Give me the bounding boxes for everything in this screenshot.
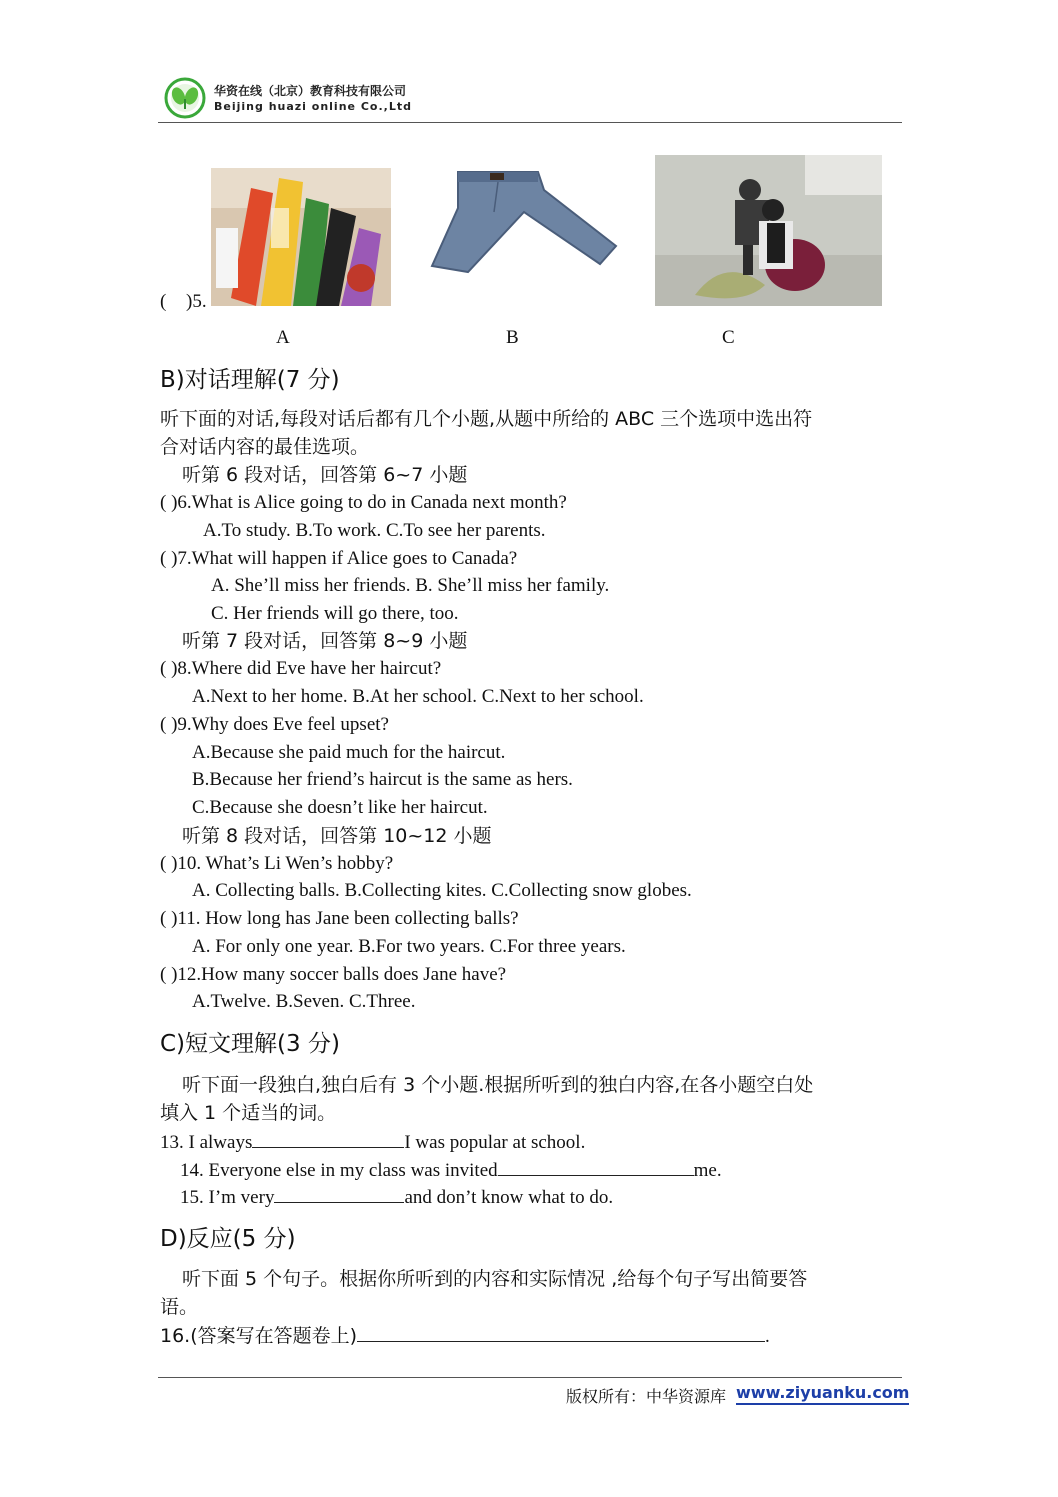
q5-number: )5. [186,291,207,312]
section-d-title: D)反应(5 分) [160,1226,296,1252]
q15-answer-blank[interactable] [274,1184,404,1203]
question-15 [180,1184,613,1210]
q16-text-before: 16.(答案写在答题卷上) [160,1325,358,1347]
question-10: ( )10. What’s Li Wen’s hobby? [160,853,394,874]
q15-text-after: and don’t know what to do. [404,1187,614,1208]
section-d-instruction-2: 语。 [160,1296,199,1318]
question-9: ( )9.Why does Eve feel upset? [160,714,389,735]
question-12-options: A.Twelve. B.Seven. C.Three. [192,991,416,1012]
question-7: ( )7.What will happen if Alice goes to Canada? [160,548,518,569]
q16-text-after: . [765,1326,770,1347]
q14-text-before: 14. Everyone else in my class was invited [180,1160,498,1181]
company-logo-icon [164,77,206,119]
question-13 [160,1129,585,1155]
snack-food-image [211,168,391,306]
company-name-cn: 华资在线（北京）教育科技有限公司 [214,84,407,98]
option-a-label: A [276,327,290,348]
header-divider [158,122,902,123]
question-9-option-c: C.Because she doesn’t like her haircut. [192,797,488,818]
section-c-instruction-1: 听下面一段独白,独白后有 3 个小题.根据所听到的独白内容,在各小题空白处 [182,1074,814,1096]
dialogue-7-heading: 听第 7 段对话，回答第 8~9 小题 [182,630,468,652]
section-c-instruction-2: 填入 1 个适当的词。 [160,1102,337,1124]
section-d-instruction-1: 听下面 5 个句子。根据你所听到的内容和实际情况 ,给每个句子写出简要答 [182,1268,808,1290]
question-8-options: A.Next to her home. B.At her school. C.Next to her school. [192,686,644,707]
dialogue-8-heading: 听第 8 段对话，回答第 10~12 小题 [182,825,492,847]
footer-divider [158,1377,902,1378]
option-b-label: B [506,327,519,348]
q13-text-before: 13. I always [160,1132,253,1153]
q14-answer-blank[interactable] [498,1157,694,1176]
section-b-instruction-1: 听下面的对话,每段对话后都有几个小题,从题中所给的 ABC 三个选项中选出符 [160,408,813,430]
motorbike-riders-image [655,155,882,306]
section-b-instruction-2: 合对话内容的最佳选项。 [160,436,370,458]
company-name-en: Beijing huazi online Co.,Ltd [214,100,412,113]
question-12: ( )12.How many soccer balls does Jane have? [160,964,507,985]
q14-text-after: me. [693,1160,722,1181]
question-7-option-c: C. Her friends will go there, too. [211,603,459,624]
copyright-label: 版权所有：中华资源库 [566,1387,727,1406]
question-9-option-b: B.Because her friend’s haircut is the same as hers. [192,769,573,790]
question-9-option-a: A.Because she paid much for the haircut. [192,742,506,763]
q16-answer-blank[interactable] [357,1323,765,1342]
option-c-label: C [722,327,735,348]
q13-answer-blank[interactable] [252,1129,404,1148]
section-b-title: B)对话理解(7 分) [160,367,340,393]
q13-text-after: I was popular at school. [404,1132,586,1153]
question-16 [160,1323,770,1349]
q15-text-before: 15. I’m very [180,1187,275,1208]
section-c-title: C)短文理解(3 分) [160,1031,340,1057]
question-7-options-ab: A. She’ll miss her friends. B. She’ll miss her family. [211,575,610,596]
question-6-options: A.To study. B.To work. C.To see her parents. [203,520,546,541]
question-14 [180,1157,722,1183]
q5-paren: ( [160,291,167,312]
jeans-image [428,168,618,278]
dialogue-6-heading: 听第 6 段对话，回答第 6~7 小题 [182,464,468,486]
website-link[interactable]: www.ziyuanku.com [736,1383,909,1405]
question-10-options: A. Collecting balls. B.Collecting kites. C.Collecting snow globes. [192,880,692,901]
question-11-options: A. For only one year. B.For two years. C.For three years. [192,936,626,957]
question-6: ( )6.What is Alice going to do in Canada next month? [160,492,567,513]
question-11: ( )11. How long has Jane been collecting balls? [160,908,519,929]
question-8: ( )8.Where did Eve have her haircut? [160,658,442,679]
